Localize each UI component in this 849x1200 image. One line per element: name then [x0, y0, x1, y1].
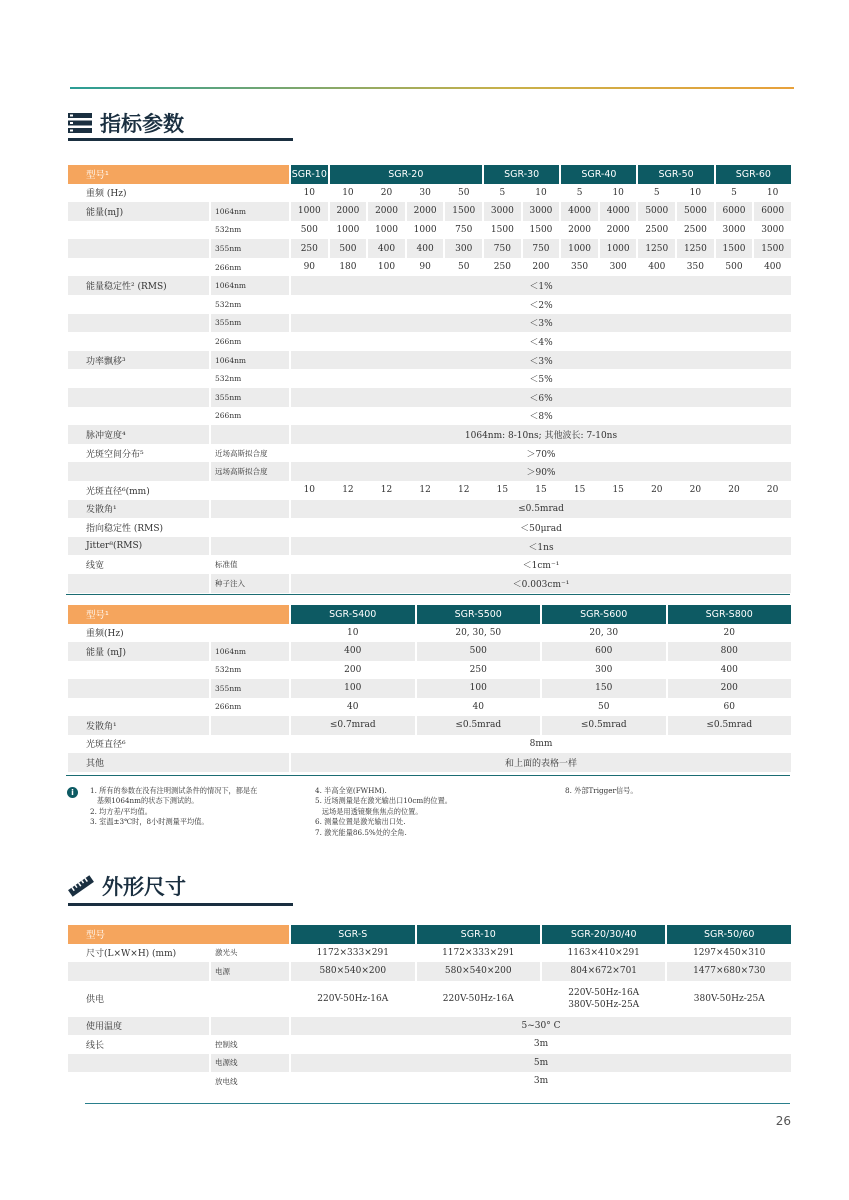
section-title-text: 外形尺寸: [102, 875, 186, 899]
table-row: [68, 981, 791, 1017]
table-row: [68, 574, 791, 593]
merged-value-cell: ＜3%: [291, 314, 791, 333]
row-sublabel: [211, 1017, 289, 1036]
note-line: 5. 近场测量是在激光输出口10cm的位置。: [315, 796, 452, 806]
row-sublabel: [211, 518, 289, 537]
data-cell: 5: [653, 187, 660, 198]
table-row: [68, 555, 791, 574]
row-sublabel: [211, 624, 289, 643]
data-cell: 100: [291, 679, 415, 698]
data-cell: 40: [347, 701, 359, 712]
table-row: [68, 481, 791, 500]
data-cell: 12: [419, 485, 431, 496]
row-sublabel: 电源线: [211, 1054, 289, 1073]
data-cell: 3000: [722, 224, 746, 235]
table-row: [68, 716, 791, 735]
data-cell: 5: [576, 187, 583, 198]
merged-value-cell: 8mm: [529, 738, 553, 749]
row-sublabel: 355nm: [211, 314, 289, 333]
row-sublabel: 266nm: [215, 262, 242, 272]
row-sublabel: [211, 716, 289, 735]
data-cell: 10: [303, 485, 316, 496]
row-label: [68, 221, 209, 240]
top-accent-line: [70, 87, 794, 89]
data-cell: 4000: [600, 202, 637, 221]
table-row: [68, 518, 791, 537]
row-sublabel: 266nm: [215, 702, 242, 712]
header-model: SGR-S400: [291, 605, 415, 624]
section-underline: [68, 138, 293, 141]
note-line: 3. 室温±3℃时，8小时测量平均值。: [90, 817, 209, 827]
row-sublabel: 控制线: [215, 1039, 238, 1049]
data-cell: ≤0.7mrad: [291, 716, 415, 735]
header-model: SGR-S: [291, 925, 414, 944]
table-row: [68, 624, 791, 643]
note-line: 6. 测量位置是激光输出口处.: [315, 817, 406, 827]
table-row: [68, 276, 791, 295]
row-label: [68, 369, 209, 388]
table-row: [68, 735, 791, 754]
header-model: SGR-S600: [542, 605, 666, 624]
row-label: 其他: [68, 753, 289, 772]
header-model-label: 型号¹: [68, 605, 289, 624]
data-cell: 300: [609, 262, 627, 273]
table-divider: [66, 594, 790, 595]
row-label: 线长: [86, 1040, 105, 1051]
table-row: [68, 202, 791, 221]
data-cell: 2500: [683, 224, 707, 235]
ruler-icon: [68, 874, 94, 898]
merged-value-cell: ＜5%: [529, 375, 553, 386]
header-model-label: 型号: [68, 925, 289, 944]
row-label: 能量(mJ): [68, 202, 209, 221]
merged-value-cell: ＜50μrad: [520, 523, 562, 534]
header-model: SGR-10: [291, 165, 328, 184]
row-label: [68, 1054, 209, 1073]
data-cell: 10: [342, 187, 354, 198]
data-cell: 350: [686, 262, 704, 273]
row-label: 发散角¹: [68, 500, 209, 519]
row-sublabel: [211, 184, 289, 203]
dimension-table: [66, 925, 793, 1091]
note-line: 4. 半高全宽(FWHM).: [315, 786, 387, 795]
row-label: 光斑直径⁶(mm): [86, 486, 150, 497]
header-model: SGR-30: [484, 165, 559, 184]
data-cell: 600: [542, 642, 666, 661]
row-sublabel: [211, 425, 289, 444]
data-cell: 1172×333×291: [442, 947, 515, 958]
notes-col-1: [90, 786, 257, 828]
data-cell: 15: [573, 485, 586, 496]
data-cell: 1163×410×291: [567, 947, 640, 958]
row-label: 供电: [86, 995, 105, 1005]
row-sublabel: 1064nm: [211, 351, 289, 370]
table-row: [68, 239, 791, 258]
data-cell: 500: [330, 239, 367, 258]
section-underline: [68, 903, 293, 906]
data-cell: 220V-50Hz-16A: [442, 993, 514, 1004]
data-cell: 750: [523, 239, 560, 258]
row-label: [68, 661, 209, 680]
table-row: [68, 295, 791, 314]
table-row: [68, 1035, 791, 1054]
data-cell: 12: [458, 485, 470, 496]
data-cell: 300: [445, 239, 482, 258]
data-cell: 804×672×701: [542, 962, 665, 981]
merged-value-cell: 3m: [533, 1039, 549, 1050]
row-label: [68, 407, 209, 426]
data-cell: 200: [532, 262, 550, 273]
data-cell: 200: [344, 664, 362, 675]
data-cell: 1500: [445, 202, 482, 221]
data-cell: 40: [472, 701, 484, 712]
section-title-specs: [68, 108, 184, 138]
data-cell: 250: [291, 239, 328, 258]
table-row: [68, 1054, 791, 1073]
data-cell: 1500: [490, 224, 514, 235]
merged-value-cell: ＜6%: [291, 388, 791, 407]
header-model: SGR-S800: [668, 605, 792, 624]
data-cell: 1000: [413, 224, 437, 235]
row-label: [68, 1072, 209, 1091]
data-cell: 250: [493, 262, 511, 273]
merged-value-cell: ＜2%: [529, 300, 553, 311]
merged-value-cell: 1064nm: 8-10ns; 其他波长: 7-10ns: [291, 425, 791, 444]
row-sublabel: 266nm: [215, 411, 242, 421]
data-cell: 20: [723, 627, 735, 638]
row-label: 使用温度: [68, 1017, 209, 1036]
data-cell: 10: [689, 187, 702, 198]
data-cell: 10: [612, 187, 624, 198]
row-sublabel: 1064nm: [211, 276, 289, 295]
data-cell: 5000: [677, 202, 714, 221]
note-line: 7. 激光能量86.5%处的全角.: [315, 827, 407, 837]
data-cell: 50: [598, 701, 610, 712]
header-model: SGR-20/30/40: [542, 925, 665, 944]
row-label: 指向稳定性 (RMS): [86, 523, 164, 534]
data-cell: 20: [689, 485, 702, 496]
data-cell: 500: [300, 224, 318, 235]
data-cell: 180: [339, 262, 357, 273]
data-cell: 300: [595, 664, 613, 675]
data-cell: 1000: [375, 224, 398, 235]
data-cell: 2000: [330, 202, 367, 221]
merged-value-cell: 5m: [291, 1054, 791, 1073]
data-cell: 1250: [677, 239, 714, 258]
data-cell: 20: [766, 485, 779, 496]
merged-value-cell: ＜0.003cm⁻¹: [291, 574, 791, 593]
data-cell: 150: [542, 679, 666, 698]
row-label: [68, 698, 209, 717]
merged-value-cell: 和上面的表格一样: [291, 753, 791, 772]
header-model: SGR-50: [638, 165, 713, 184]
note-line: 1. 所有的参数在没有注明测试条件的情况下，都是在: [90, 786, 258, 795]
data-cell: 1477×680×730: [667, 962, 791, 981]
header-model: SGR-10: [417, 925, 540, 944]
data-cell: 400: [368, 239, 405, 258]
row-label: [68, 239, 209, 258]
merged-value-cell: 5~30° C: [291, 1017, 791, 1036]
spec-table-sgr: [66, 165, 793, 593]
row-label: 光斑空间分布⁵: [86, 449, 144, 460]
table-row: [68, 314, 791, 333]
row-sublabel: 355nm: [211, 388, 289, 407]
data-cell: 3000: [523, 202, 560, 221]
merged-value-cell: ＜1ns: [291, 537, 791, 556]
header-model: SGR-40: [561, 165, 636, 184]
row-label: 脉冲宽度⁴: [68, 425, 209, 444]
row-label: [68, 295, 209, 314]
data-cell: 12: [342, 485, 354, 496]
data-cell: 12: [380, 485, 393, 496]
data-cell: 1172×333×291: [316, 947, 389, 958]
data-cell: 90: [303, 262, 316, 273]
row-sublabel: 标准值: [215, 560, 238, 570]
row-label: [68, 962, 209, 981]
info-icon: i: [67, 787, 78, 798]
row-sublabel: 远场高斯拟合度: [211, 462, 289, 481]
table-row: [68, 753, 791, 772]
row-sublabel: 532nm: [215, 299, 242, 309]
merged-value-cell: ≤0.5mrad: [291, 500, 791, 519]
data-cell: ≤0.5mrad: [542, 716, 666, 735]
row-sublabel: 355nm: [211, 679, 289, 698]
header-model: SGR-20: [330, 165, 482, 184]
data-cell: 20, 30: [589, 627, 619, 638]
data-cell: 10: [535, 187, 547, 198]
table-row: [68, 407, 791, 426]
data-cell: 20: [728, 485, 740, 496]
data-cell: 50: [458, 262, 470, 273]
data-cell: 1000: [561, 239, 598, 258]
bottom-line: [85, 1103, 790, 1104]
data-cell: 400: [764, 262, 782, 273]
data-cell: 580×540×200: [417, 962, 540, 981]
data-cell: 1500: [716, 239, 753, 258]
row-sublabel: [211, 537, 289, 556]
row-sublabel: 266nm: [215, 337, 242, 347]
data-cell: 220V-50Hz-16A: [317, 993, 389, 1004]
data-cell: 750: [484, 239, 521, 258]
merged-value-cell: ＜8%: [529, 412, 553, 423]
data-cell: 750: [455, 224, 473, 235]
row-sublabel: 1064nm: [211, 202, 289, 221]
table-row: [68, 258, 791, 277]
row-label: [68, 258, 209, 277]
merged-value-cell: ＞70%: [526, 449, 556, 460]
data-cell: 1500: [754, 239, 791, 258]
row-label: Jitter⁸(RMS): [68, 537, 209, 556]
data-cell: 1500: [529, 224, 553, 235]
data-cell: 5000: [638, 202, 675, 221]
table-row: [68, 184, 791, 203]
spec-table-sgr-s: [66, 605, 793, 772]
row-sublabel: 电源: [211, 962, 289, 981]
table-row: [68, 332, 791, 351]
data-cell: 90: [419, 262, 431, 273]
header-model: SGR-60: [716, 165, 791, 184]
data-cell: 2000: [606, 224, 630, 235]
table-row: [68, 221, 791, 240]
data-cell: 20, 30, 50: [455, 627, 502, 638]
data-cell-multiline: [542, 981, 665, 1017]
row-label: 光斑直径⁶: [86, 740, 126, 751]
table-row: [68, 1017, 791, 1036]
header-model: SGR-S500: [417, 605, 541, 624]
data-cell: 15: [612, 485, 624, 496]
table-row: [68, 698, 791, 717]
data-cell: 6000: [754, 202, 791, 221]
table-row: [68, 679, 791, 698]
row-label: 尺寸(L×W×H) (mm): [86, 949, 177, 960]
data-cell: 6000: [716, 202, 753, 221]
data-cell: 10: [766, 187, 779, 198]
row-label: [68, 574, 209, 593]
data-cell: 100: [417, 679, 541, 698]
row-sublabel: [211, 500, 289, 519]
data-cell: ≤0.5mrad: [668, 716, 792, 735]
data-cell: 2500: [645, 224, 669, 235]
data-cell: 3000: [484, 202, 521, 221]
table-row: [68, 425, 791, 444]
table-row: [68, 642, 791, 661]
header-model: SGR-50/60: [667, 925, 791, 944]
table-row: [68, 462, 791, 481]
row-label: 重频 (Hz): [86, 189, 127, 200]
merged-value-cell: 3m: [533, 1076, 549, 1087]
row-sublabel: 近场高斯拟合度: [215, 448, 268, 458]
table-row: [68, 444, 791, 463]
data-cell: 200: [668, 679, 792, 698]
section-title-text: 指标参数: [100, 112, 184, 136]
data-cell: 100: [377, 262, 396, 273]
section-title-dimensions: [68, 871, 186, 901]
row-sublabel: 种子注入: [211, 574, 289, 593]
note-line: 2. 均方差/平均值。: [90, 806, 152, 816]
table-row: [68, 369, 791, 388]
row-label: [68, 679, 209, 698]
data-cell: 400: [291, 642, 415, 661]
table-row: [68, 537, 791, 556]
row-label: [68, 388, 209, 407]
data-cell: 400: [648, 262, 666, 273]
row-label: [68, 314, 209, 333]
table-row: [68, 1072, 791, 1091]
data-cell: 2000: [568, 224, 592, 235]
row-sublabel: 激光头: [215, 948, 238, 958]
row-sublabel: 532nm: [215, 225, 242, 235]
data-cell: 500: [417, 642, 541, 661]
power-line: 380V-50Hz-25A: [568, 999, 640, 1010]
row-sublabel: 532nm: [215, 374, 242, 384]
data-cell: 1000: [291, 202, 328, 221]
data-cell: 580×540×200: [291, 962, 414, 981]
server-list-icon: [68, 112, 92, 134]
table-row: [68, 388, 791, 407]
note-line: 基频1064nm的状态下测试的。: [90, 796, 199, 806]
merged-value-cell: ＜4%: [529, 338, 553, 349]
page-number: 26: [775, 1114, 791, 1128]
data-cell: 15: [496, 485, 509, 496]
row-sublabel: 355nm: [211, 239, 289, 258]
data-cell: 1000: [336, 224, 360, 235]
header-model-label: 型号¹: [68, 165, 289, 184]
row-label: 发散角¹: [68, 716, 209, 735]
row-sublabel: 1064nm: [211, 642, 289, 661]
data-cell: 5: [731, 187, 737, 198]
data-cell: 1000: [600, 239, 637, 258]
table-row: [68, 962, 791, 981]
data-cell: 2000: [407, 202, 444, 221]
data-cell: 800: [668, 642, 792, 661]
notes-col-2: [315, 786, 452, 838]
data-cell: 60: [723, 701, 735, 712]
merged-value-cell: ＜1%: [291, 276, 791, 295]
data-cell: 350: [570, 262, 589, 273]
row-label: 重频(Hz): [86, 629, 124, 640]
power-line: 220V-50Hz-16A: [568, 987, 640, 998]
data-cell: 10: [347, 627, 359, 638]
data-cell: 50: [458, 187, 470, 198]
table-row: [68, 944, 791, 963]
row-label: [68, 332, 209, 351]
data-cell: 15: [535, 485, 547, 496]
data-cell: 20: [651, 485, 663, 496]
note-line: 8. 外部Trigger信号。: [565, 786, 638, 795]
data-cell: 1297×450×310: [693, 947, 766, 958]
data-cell: 400: [407, 239, 444, 258]
data-cell: 400: [720, 664, 738, 675]
row-label: 能量 (mJ): [68, 642, 209, 661]
table-row: [68, 351, 791, 370]
table-row: [68, 500, 791, 519]
table-row: [68, 661, 791, 680]
data-cell: 4000: [561, 202, 598, 221]
data-cell: 30: [419, 187, 431, 198]
data-cell: 500: [725, 262, 743, 273]
note-line: 远场是用透镜聚焦焦点的位置。: [315, 806, 423, 816]
row-label: [68, 462, 209, 481]
merged-value-cell: ＜3%: [291, 351, 791, 370]
notes-col-3: [565, 786, 638, 796]
row-label: 功率飘移³: [68, 351, 209, 370]
merged-value-cell: ＞90%: [291, 462, 791, 481]
data-cell: 3000: [761, 224, 785, 235]
table-divider: [66, 775, 790, 776]
row-label: 线宽: [86, 561, 105, 572]
data-cell: 20: [380, 187, 393, 198]
data-cell: 5: [499, 187, 506, 198]
merged-value-cell: ＜1cm⁻¹: [522, 561, 560, 572]
data-cell: 10: [303, 187, 316, 198]
data-cell: 2000: [368, 202, 405, 221]
row-sublabel: 532nm: [215, 665, 242, 675]
data-cell: 1250: [638, 239, 675, 258]
row-label: 能量稳定性² (RMS): [68, 276, 209, 295]
data-cell: 250: [469, 664, 487, 675]
data-cell: ≤0.5mrad: [417, 716, 541, 735]
row-sublabel: 放电线: [215, 1076, 238, 1086]
data-cell: 380V-50Hz-25A: [693, 993, 765, 1004]
